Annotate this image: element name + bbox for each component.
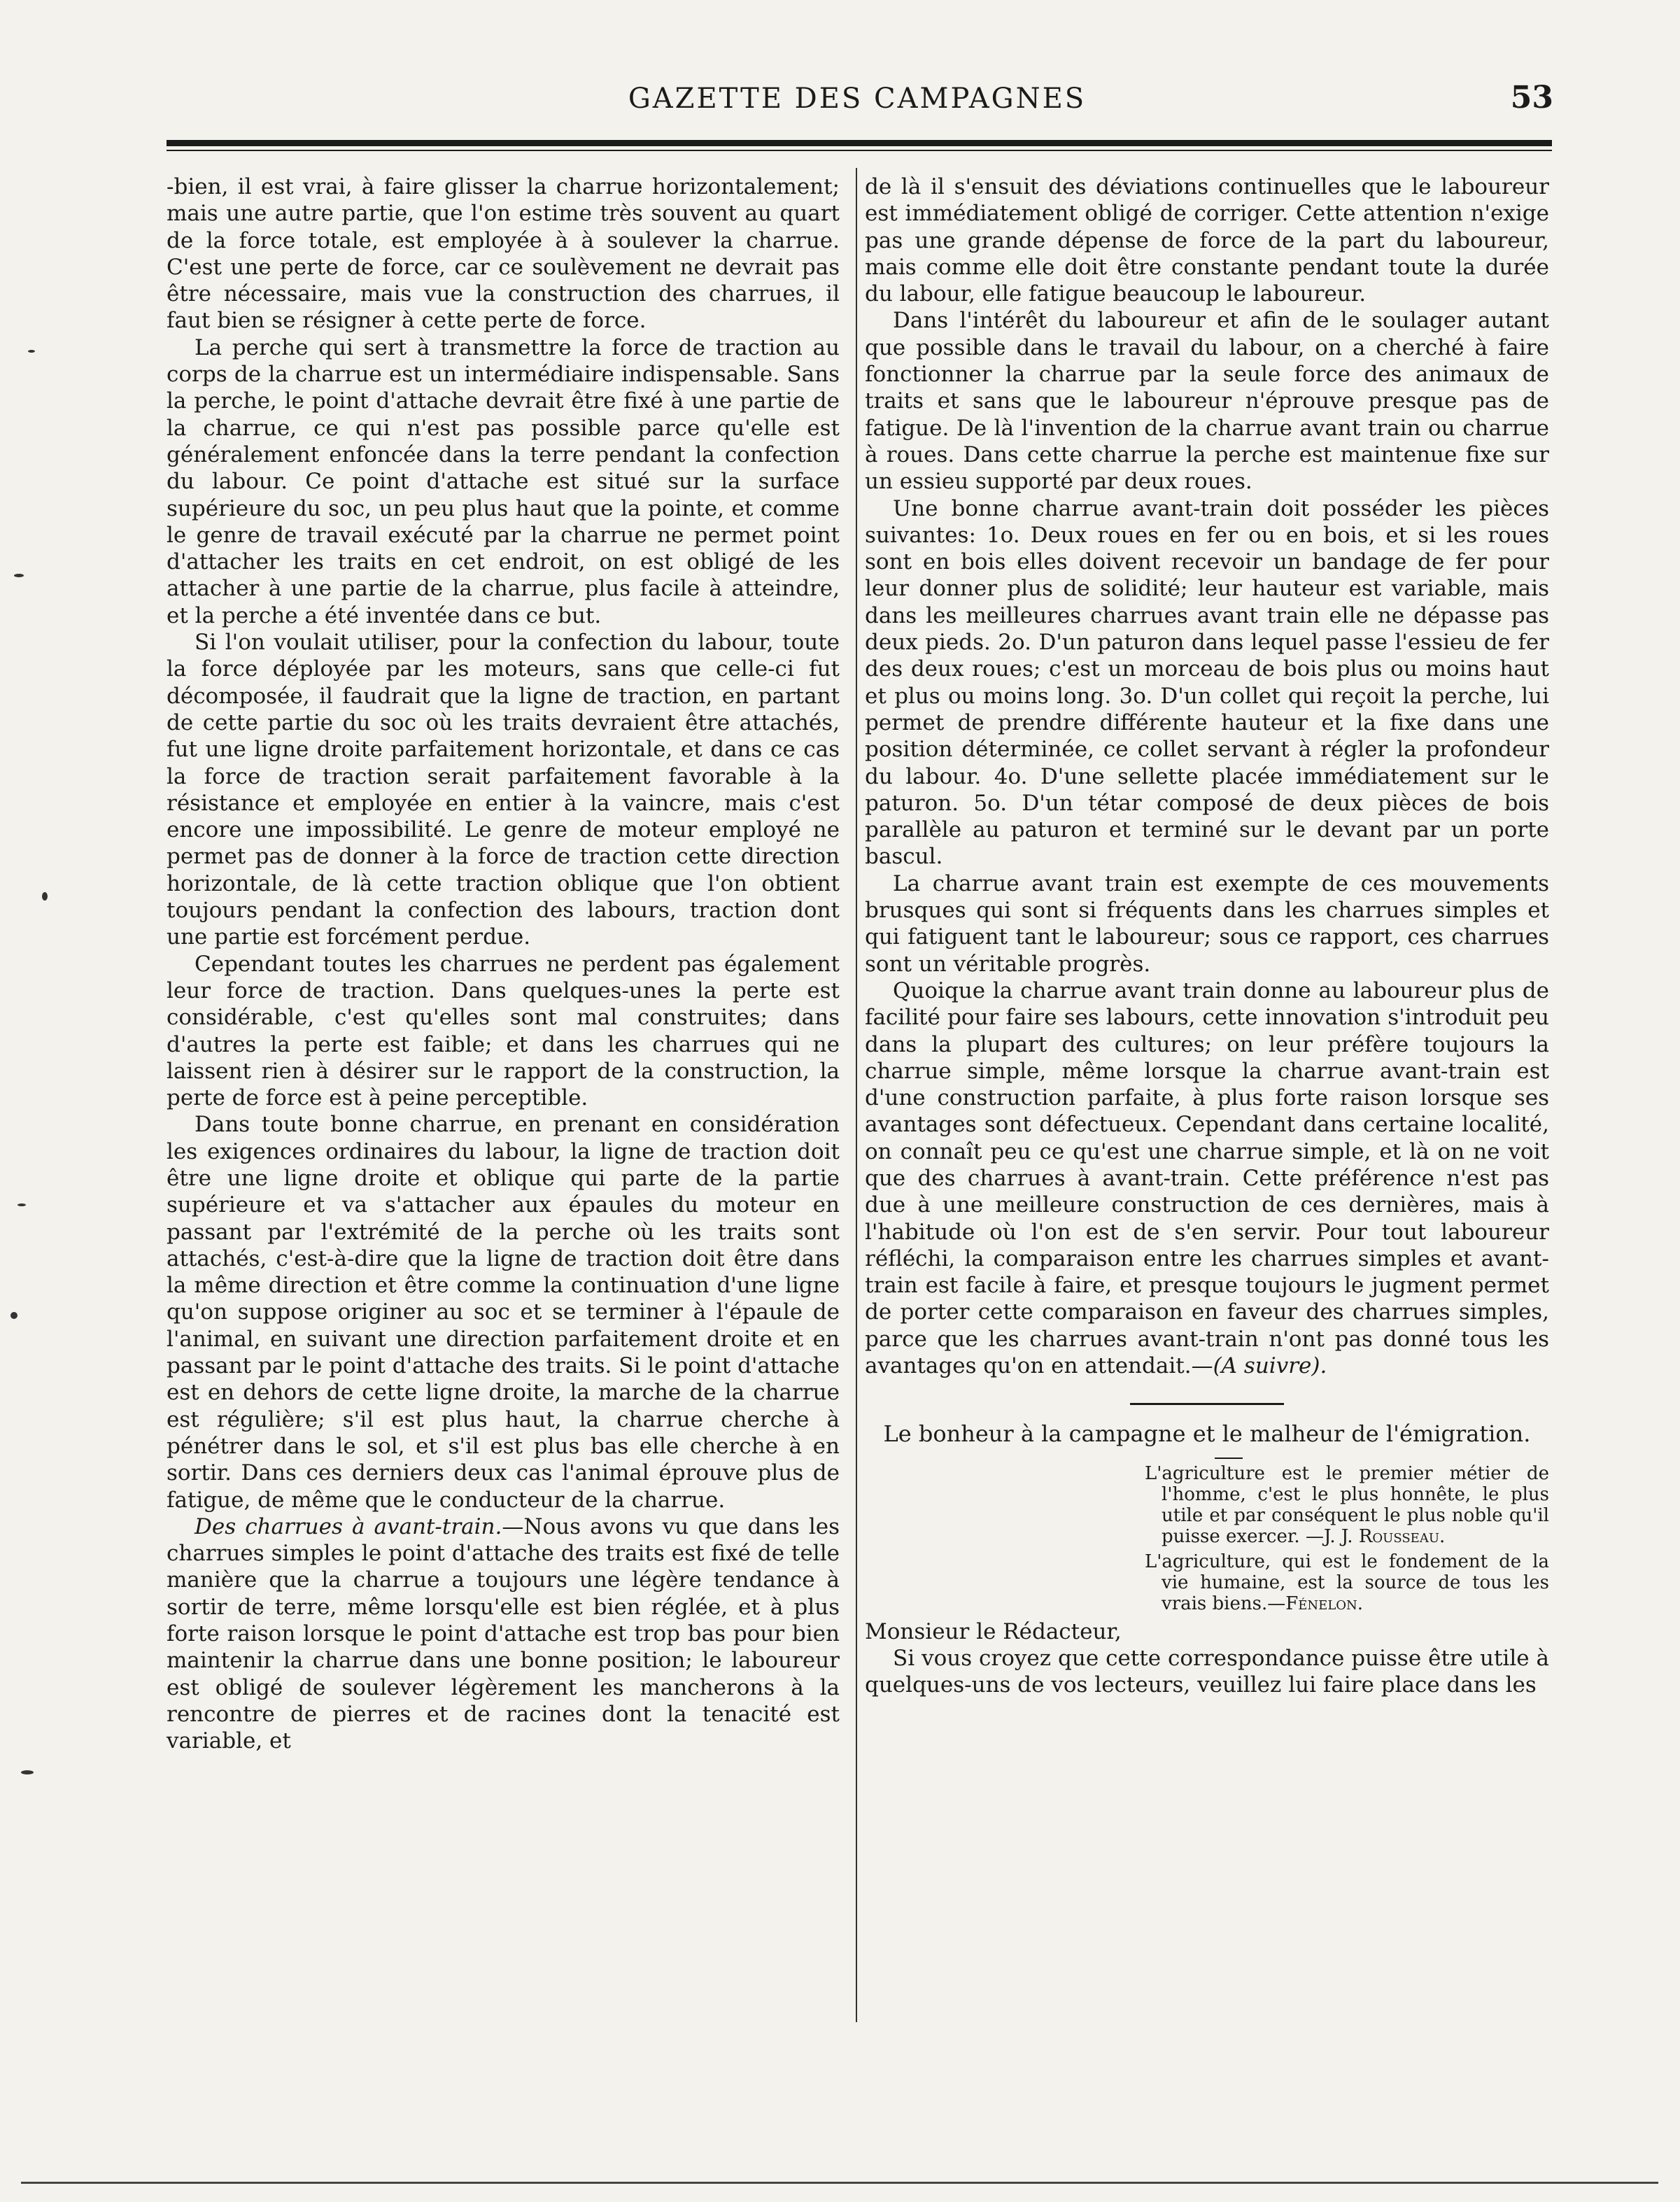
scan-speck [42,892,48,901]
header-title: GAZETTE DES CAMPAGNES [628,83,1087,115]
page-header [161,76,1553,125]
scan-speck [21,1770,34,1774]
epigraph-author: —J. J. Rousseau. [1305,1525,1446,1547]
paragraph [167,1513,840,1755]
header-rule-thick [167,140,1552,146]
paragraph: La charrue avant train est exempte de ces mouvements brusques qui sont si fréquents dans les charrues simples et qui fatiguent tant le laboureur; sous ce rapport, ces charrues sont un véritable progrès. [865,870,1549,977]
epigraph-rousseau [1145,1463,1549,1547]
epigraph-text: L'agriculture est le premier métier de l'homme, c'est le plus honnête, le plus utile et par conséquent le plus noble qu'il puisse exercer. [1145,1462,1549,1547]
paragraph: Si l'on voulait utiliser, pour la confection du labour, toute la force déployée par les moteurs, sans que celle-ci fut décomposée, il faudrait que la ligne de traction, en partant de cette partie du soc où les traits devraient être attachés, fut une ligne droite parfaitement horizontale, et dans ce cas la force de traction serait parfaitement favorable à la résistance et employée en entier à la vaincre, mais c'est encore une impossibilité. Le genre de moteur employé ne permet pas de donner à la force de traction cette direction horizontale, de là cette traction oblique que l'on obtient toujours pendant la confection des labours, traction dont une partie est forcément perdue. [167,630,840,950]
subsection-lead: Des charrues à avant-train. [195,1513,502,1539]
section-title: Le bonheur à la campagne et le malheur de l'émigration. [883,1420,1531,1448]
epigraph-text: L'agriculture, qui est le fondement de la vie humaine, est la source de tous les vrais biens. [1145,1551,1549,1614]
paragraph: Cependant toutes les charrues ne perdent pas également leur force de traction. Dans quelques-unes la perte est considérable, c'est qu'elles sont mal construites; dans d'autres la perte est faible; et dans les charrues qui ne laissent rien à désirer sur le rapport de la construction, la perte de force est à peine perceptible. [167,951,840,1111]
paragraph: de là il s'ensuit des déviations continuelles que le laboureur est immédiatement obligé de corriger. Cette attention n'exige pas une grande dépense de force de la part du laboureur, mais comme elle doit être constante pendant toute la durée du labour, elle fatigue beaucoup le laboureur. [865,174,1549,307]
paragraph: La perche qui sert à transmettre la force de traction au corps de la charrue est un intermédiaire indispensable. Sans la perche, le point d'attache devrait être fixé à une partie de la charrue, ce qui n'est pas possible parce qu'elle est généralement enfoncée dans la terre pendant la confection du labour. Ce point d'attache est situé sur la surface supérieure du soc, un peu plus haut que la pointe, et comme le genre de travail exécuté par la charrue ne permet point d'attacher les traits en cet endroit, on est obligé de les attacher à une partie de la charrue, plus facile à atteindre, et la perche a été inventée dans ce but. [167,334,840,628]
paragraph: -bien, il est vrai, à faire glisser la charrue horizontalement; mais une autre partie, que l'on estime très souvent au quart de la force totale, est employée à à soulever la charrue. C'est une perte de force, car ce soulèvement ne devrait pas être nécessaire, mais vue la construction des charrues, il faut bien se résigner à cette perte de force. [167,174,840,334]
paragraph-text: Quoique la charrue avant train donne au laboureur plus de facilité pour faire ses labours, cette innovation s'introduit peu dans la plupart des cultures; on leur préfère toujours la charrue simple, même lorsque la charrue avant-train est d'une construction parfaite, à plus forte raison lorsque ses avantages sont défectueux. Cependant dans certaine localité, on connaît peu ce qu'est une charrue simple, et là on ne voit que des charrues à avant-train. Cette préférence n'est pas due à une meilleure construction de ces dernières, mais à l'habitude où l'on est de s'en servir. Pour tout laboureur réfléchi, la comparaison entre les charrues simples et avant-train est facile à faire, et presque toujours le jugment permet de porter cette comparaison en faveur des charrues simples, parce que les charrues avant-train n'ont pas donné tous les avantages qu'on en attendait. [865,978,1549,1379]
epigraph-rule [1215,1458,1243,1459]
section-divider [1130,1403,1284,1405]
paragraph: Dans l'intérêt du laboureur et afin de le soulager autant que possible dans le travail du labour, on a cherché à faire fonctionner la charrue par la seule force des animaux de traits et sans que le laboureur n'éprouve presque pas de fatigue. De là l'invention de la charrue avant train ou charrue à roues. Dans cette charrue la perche est maintenue fixe sur un essieu supporté par deux roues. [865,308,1549,495]
epigraph-fenelon [1145,1551,1549,1614]
paragraph: Une bonne charrue avant-train doit posséder les pièces suivantes: 1o. Deux roues en fer ou en bois, et si les roues sont en bois elles doivent recevoir un bandage de fer pour leur donner plus de solidité; leur hauteur est variable, mais dans les meilleures charrues avant train elle ne dépasse pas deux pieds. 2o. D'un paturon dans lequel passe l'essieu de fer des deux roues; c'est un morceau de bois plus ou moins haut et plus ou moins long. 3o. D'un collet qui reçoit la perche, lui permet de prendre différente hauteur et la fixe dans une position déterminée, ce collet servant à régler la profondeur du labour. 4o. D'une sellette placée immédiatement sur le paturon. 5o. D'un tétar composé de deux pièces de bois parallèle au paturon et terminé sur le devant par un porte bascul. [865,495,1549,870]
scan-speck [10,1312,17,1319]
epigraphs [1145,1463,1549,1614]
letter-paragraph: Si vous croyez que cette correspondance puisse être utile à quelques-uns de vos lecteurs, veuillez lui faire place dans les [865,1645,1549,1698]
epigraph-author: —Fénelon. [1267,1593,1364,1614]
bottom-rule [21,2182,1658,2184]
to-be-continued: —(A suivre). [1191,1353,1327,1379]
paragraph [865,978,1549,1379]
paragraph-text: —Nous avons vu que dans les charrues simples le point d'attache des traits est fixé de telle manière que la charrue a toujours une légère tendance à sortir de terre, même lorsqu'elle est bien réglée, et à plus forte raison lorsque le point d'attache est trop bas pour bien maintenir la charrue dans une bonne position; le laboureur est obligé de soulever légèrement les mancherons à la rencontre de pierres et de racines dont la tenacité est variable, et [167,1513,840,1754]
column-divider [856,168,857,2022]
page-number: 53 [1510,80,1553,115]
paragraph: Dans toute bonne charrue, en prenant en considération les exigences ordinaires du labour, la ligne de traction doit être une ligne droite et oblique qui parte de la partie supérieure et va s'attacher aux épaules du moteur en passant par l'extrémité de la perche où les traits sont attachés, c'est-à-dire que la ligne de traction doit être dans la même direction et être comme la continuation d'une ligne qu'on suppose originer au soc et se terminer à l'épaule de l'animal, en suivant une direction parfaitement droite et en passant par le point d'attache des traits. Si le point d'attache est en dehors de cette ligne droite, la marche de la charrue est régulière; s'il est plus haut, la charrue cherche à pénétrer dans le sol, et s'il est plus bas elle cherche à en sortir. Dans ces derniers deux cas l'animal éprouve plus de fatigue, de même que le conducteur de la charrue. [167,1112,840,1513]
letter-salutation: Monsieur le Rédacteur, [865,1618,1122,1644]
scan-speck [14,574,24,577]
right-column [865,174,1549,1699]
scan-speck [17,1204,26,1206]
left-column [167,174,840,1755]
scan-speck [28,350,35,353]
header-rule-thin [167,150,1552,151]
